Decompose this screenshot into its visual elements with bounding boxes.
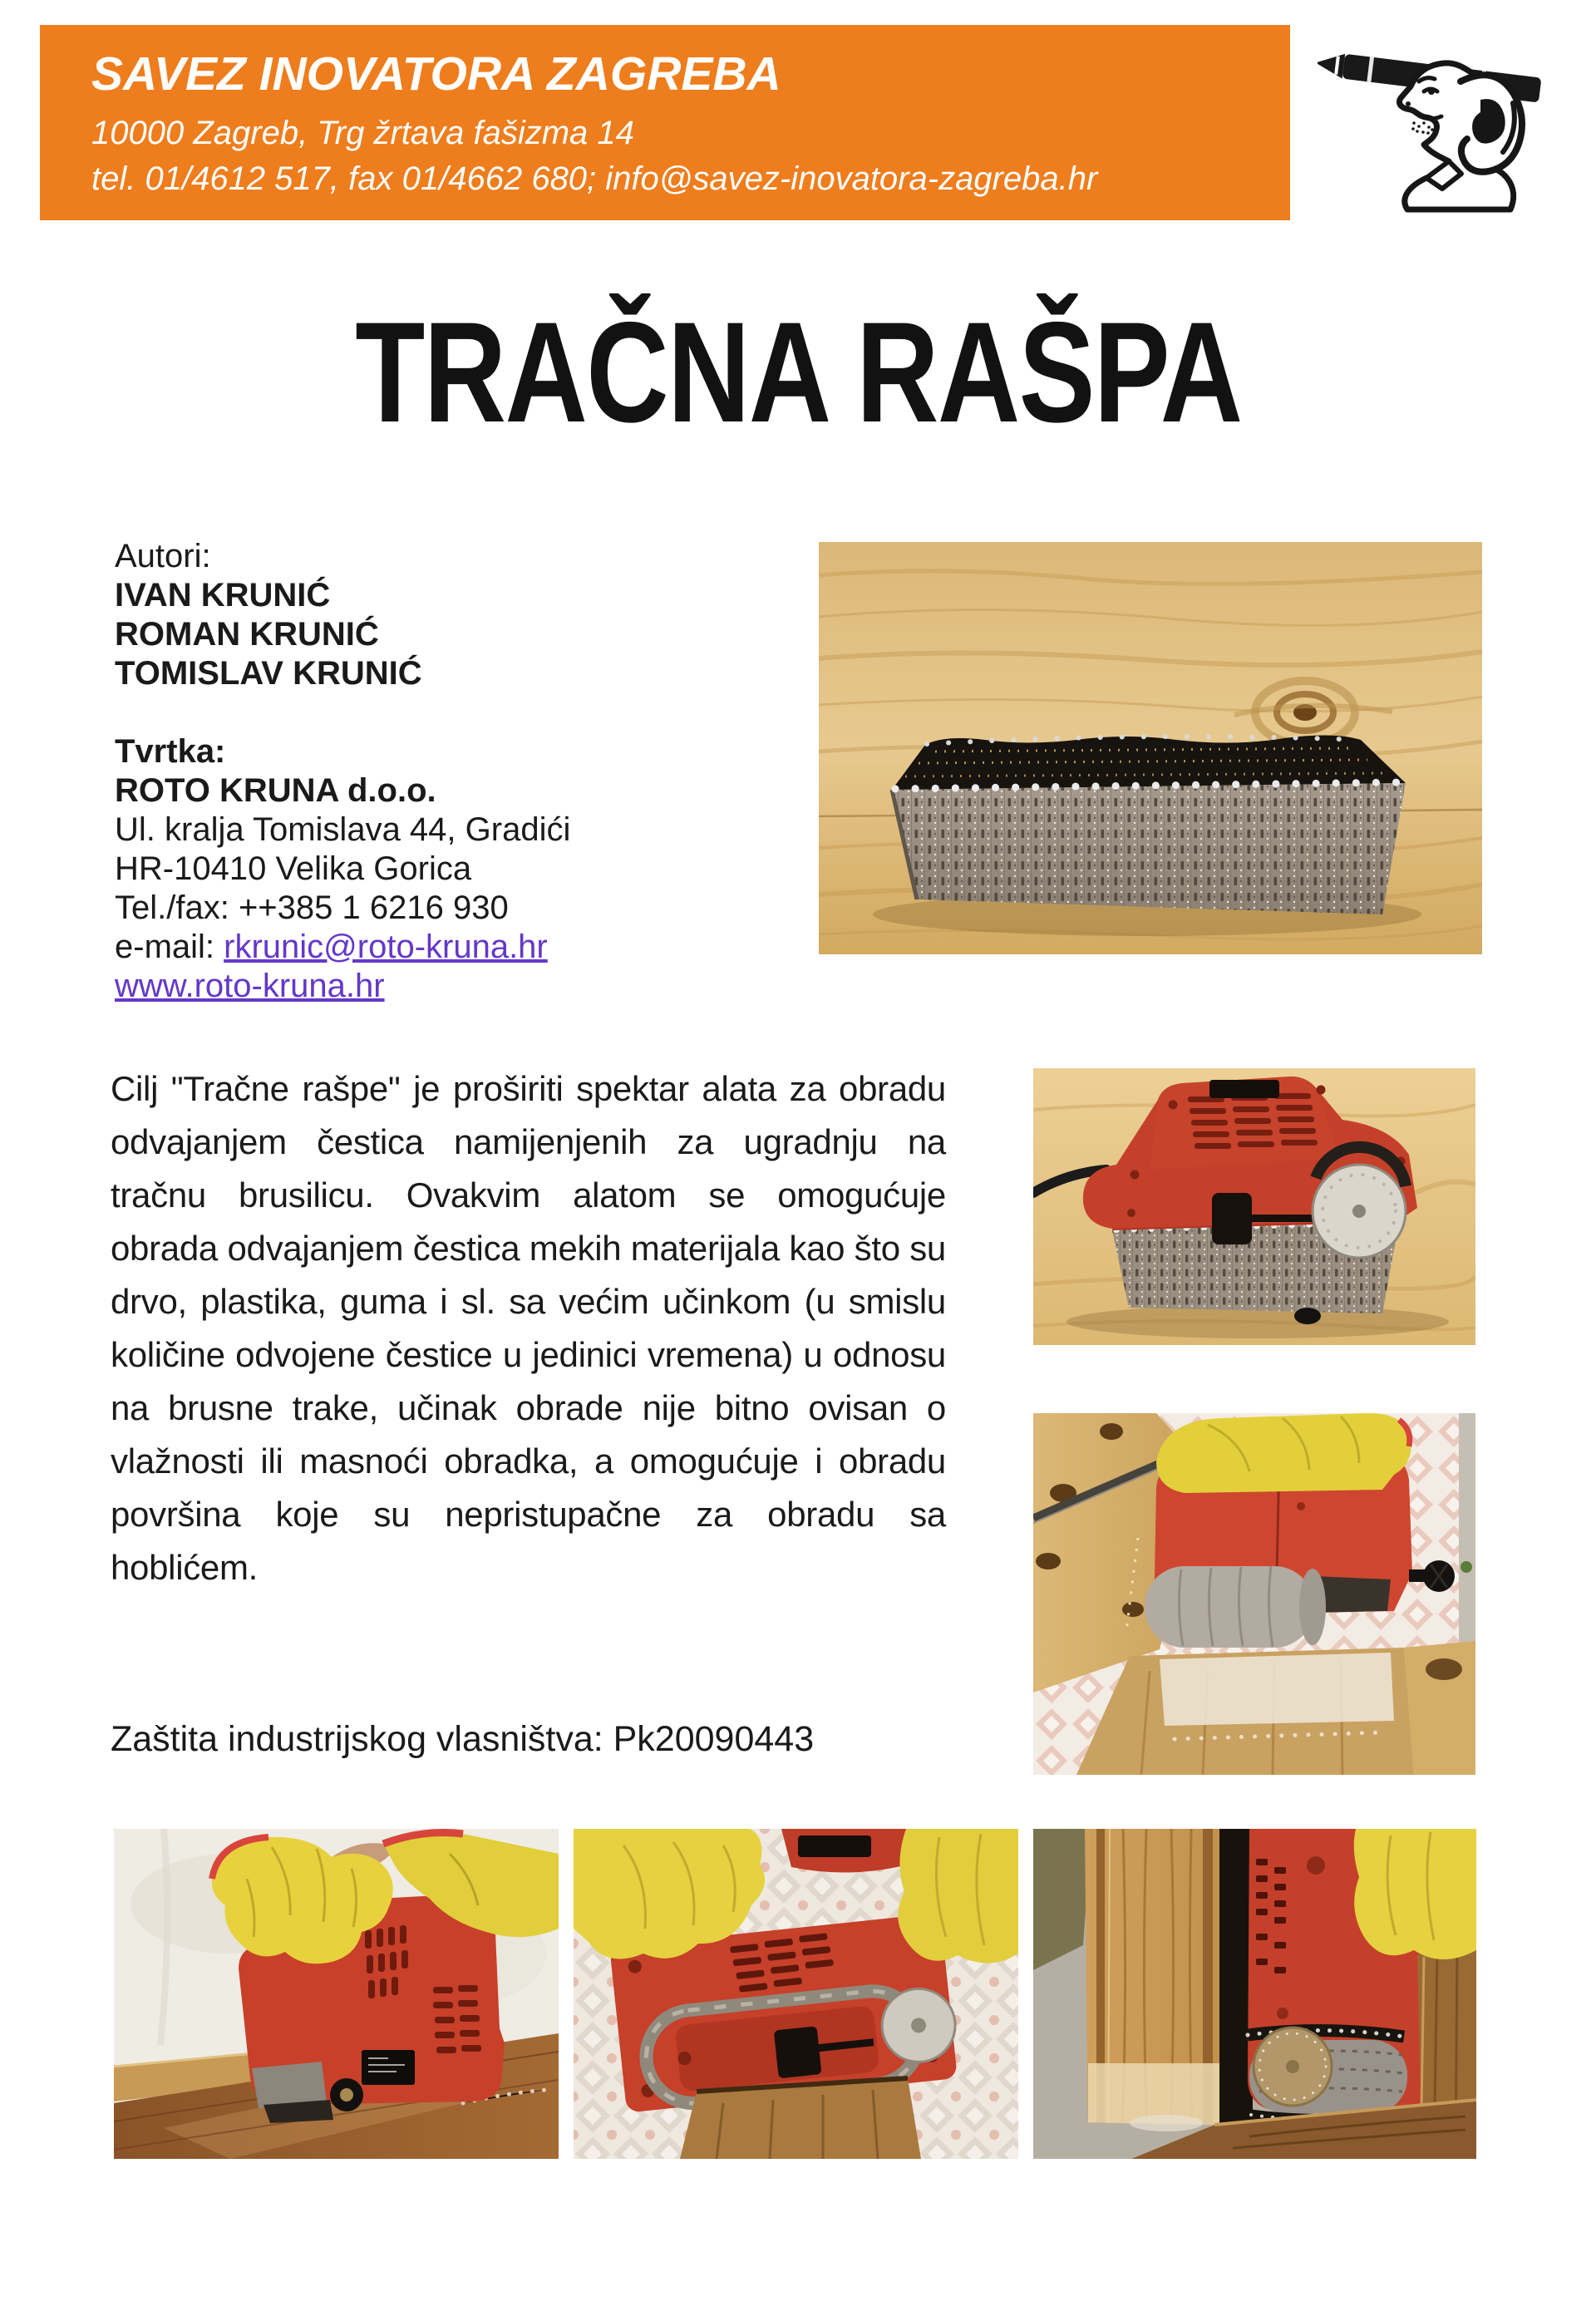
photo-sander-bottom bbox=[574, 1829, 1018, 2159]
photo-sander-side bbox=[1033, 1068, 1475, 1345]
company-phone: Tel./fax: ++385 1 6216 930 bbox=[115, 889, 509, 926]
org-contact: tel. 01/4612 517, fax 01/4662 680; info@savez-inovatora-zagreba.hr bbox=[91, 160, 1098, 197]
work-glove bbox=[1156, 1413, 1411, 1493]
work-glove bbox=[1354, 1829, 1476, 1959]
org-address: 10000 Zagreb, Trg žrtava fašizma 14 bbox=[91, 115, 634, 151]
protection-line: Zaštita industrijskog vlasništva: Pk20090443 bbox=[111, 1719, 815, 1759]
email-link[interactable]: rkrunic@roto-kruna.hr bbox=[224, 929, 548, 965]
org-name: SAVEZ INOVATORA ZAGREBA bbox=[91, 47, 781, 101]
photo-rasp-belt bbox=[819, 542, 1482, 954]
company-name: ROTO KRUNA d.o.o. bbox=[115, 772, 436, 809]
authors-label: Autori: bbox=[115, 538, 211, 574]
website-link[interactable]: www.roto-kruna.hr bbox=[115, 968, 385, 1004]
photo-sander-floor bbox=[114, 1829, 559, 2159]
page-title-text: TRAČNA RAŠPA bbox=[354, 293, 1242, 452]
door-frame-plank bbox=[1085, 1829, 1226, 2159]
company-street: Ul. kralja Tomislava 44, Gradići bbox=[115, 811, 571, 848]
author-name: TOMISLAV KRUNIĆ bbox=[115, 655, 422, 692]
author-name: ROMAN KRUNIĆ bbox=[115, 616, 379, 653]
company-website-line bbox=[115, 967, 570, 1006]
photo-sander-bench bbox=[1033, 1413, 1475, 1775]
header-banner bbox=[40, 25, 1290, 220]
company-city: HR-10410 Velika Gorica bbox=[115, 850, 472, 887]
company-label: Tvrtka: bbox=[115, 733, 226, 770]
rasp-belt bbox=[892, 735, 1406, 914]
page-title bbox=[0, 293, 1596, 452]
inventor-head-pencil-icon bbox=[1318, 23, 1560, 216]
email-label: e-mail: bbox=[115, 929, 224, 965]
spacer bbox=[115, 693, 570, 732]
author-name: IVAN KRUNIĆ bbox=[115, 577, 331, 613]
photo-sander-frame bbox=[1033, 1829, 1476, 2159]
authors-company-block bbox=[115, 537, 570, 1006]
company-email-line bbox=[115, 928, 570, 967]
body-paragraph: Cilj "Tračne rašpe" je proširiti spektar alata za obradu odvajanjem čestica namijenjenih za ugradnju na tračnu brusilicu. Ovakvim alatom se omogućuje obrada odvajanjem čestica mekih materijala kao što su drvo, plastika, guma i sl. sa većim učinkom (u smislu količine odvojene čestice u jedinici vremena) u odnosu na brusne trake, učinak obrade nije bitno ovisan o vlažnosti ili masnoći obradka, a omogućuje i obradu površina koje su nepristupačne za obradu sa hoblićem. bbox=[111, 1069, 946, 1587]
